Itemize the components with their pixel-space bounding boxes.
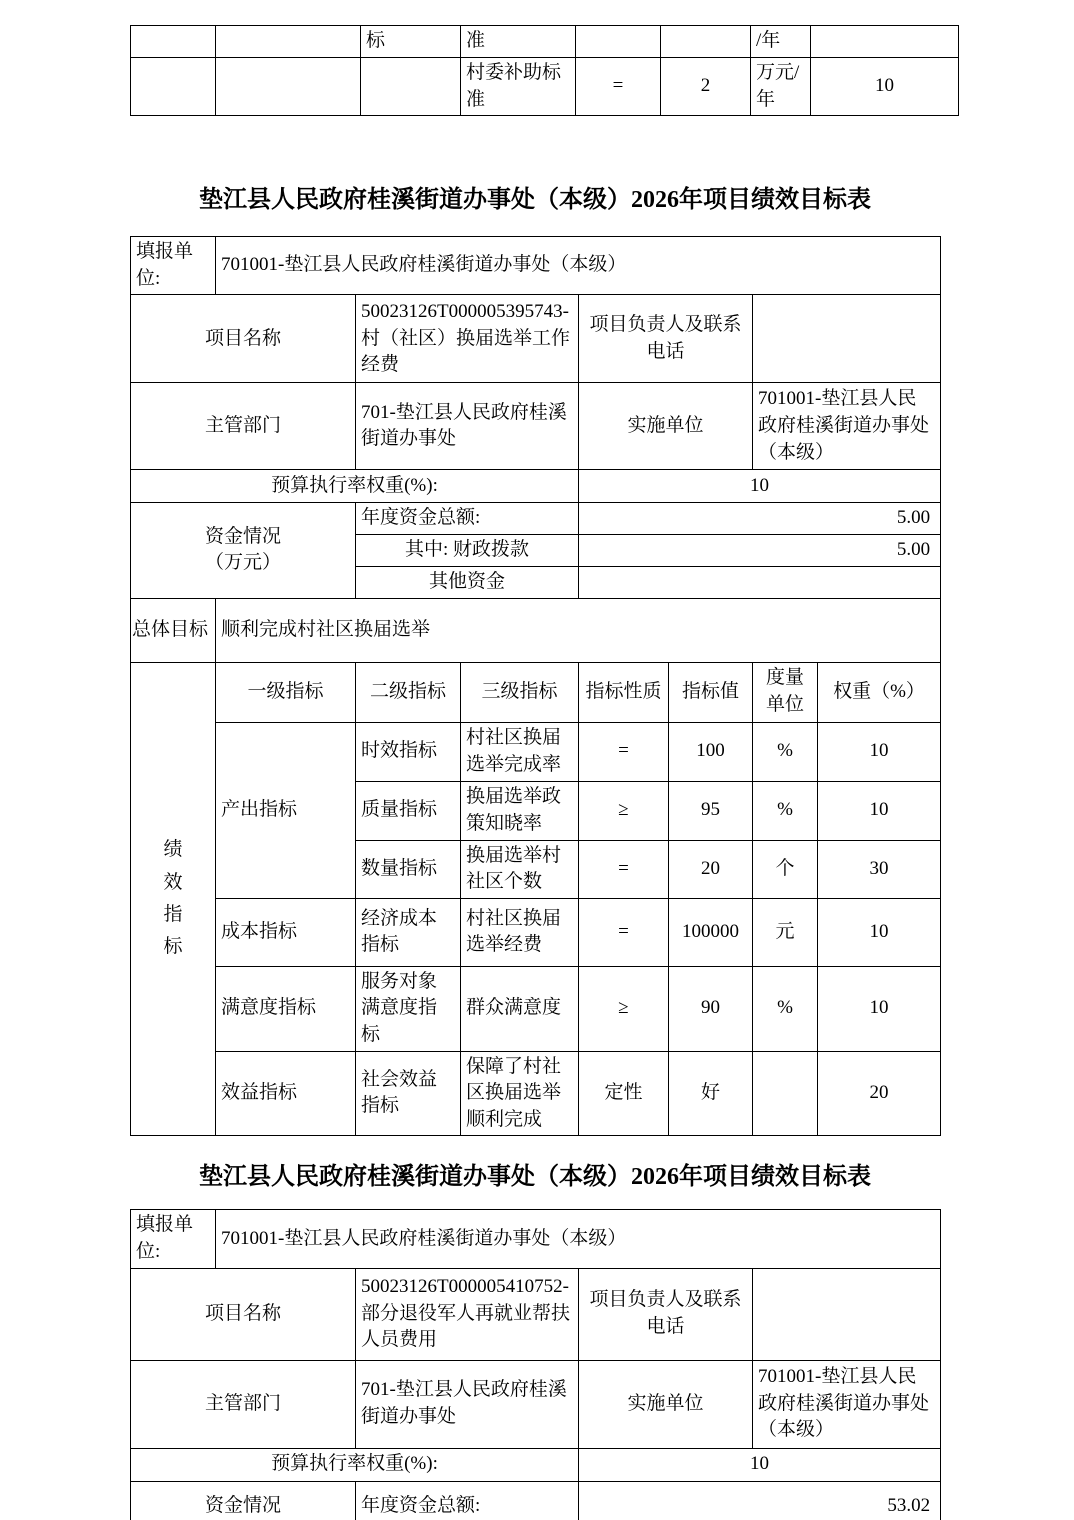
department-value: 701-垫江县人民政府桂溪街道办事处 xyxy=(356,1360,579,1448)
indicator-nature: ≥ xyxy=(579,966,669,1051)
empty-cell xyxy=(576,26,661,58)
department-value: 701-垫江县人民政府桂溪街道办事处 xyxy=(356,383,579,470)
header-unit: 度量单位 xyxy=(753,662,818,722)
indicator-value: 100 xyxy=(669,722,753,781)
indicator-unit: % xyxy=(753,781,818,840)
performance-indicator-label-text: 绩效指标 xyxy=(163,839,183,958)
funds-label: 资金情况 xyxy=(131,1481,356,1520)
indicator-value: 100000 xyxy=(669,898,753,966)
indicator-level2: 数量指标 xyxy=(356,840,461,898)
empty-cell xyxy=(216,26,361,58)
indicator-level3: 村社区换届选举完成率 xyxy=(461,722,579,781)
funds-total-value: 53.02 xyxy=(579,1481,941,1520)
indicator-level3: 群众满意度 xyxy=(461,966,579,1051)
indicator-weight: 10 xyxy=(818,722,941,781)
department-row xyxy=(131,383,941,470)
indicator-row xyxy=(131,966,941,1051)
funds-total-label: 年度资金总额: xyxy=(356,503,579,535)
funds-label-text: 资金情况（万元） xyxy=(204,525,281,574)
fragment-unit-continued: /年 xyxy=(751,26,811,58)
project-name-row xyxy=(131,1268,941,1360)
indicator-level2: 质量指标 xyxy=(356,781,461,840)
header-level3: 三级指标 xyxy=(461,662,579,722)
indicator-level1: 效益指标 xyxy=(216,1051,356,1136)
indicator-nature: = xyxy=(579,898,669,966)
performance-indicator-label xyxy=(131,662,216,1136)
indicator-level1: 产出指标 xyxy=(216,722,356,898)
indicator-level3: 换届选举村社区个数 xyxy=(461,840,579,898)
empty-cell xyxy=(131,58,216,116)
project-name-row xyxy=(131,295,941,383)
fragment-indicator-nature: = xyxy=(576,58,661,116)
project-leader-label: 项目负责人及联系电话 xyxy=(579,1268,753,1360)
indicator-weight: 10 xyxy=(818,781,941,840)
department-label: 主管部门 xyxy=(131,1360,356,1448)
fragment-row xyxy=(131,26,959,58)
fragment-level3-continued: 准 xyxy=(461,26,576,58)
performance-table-2 xyxy=(130,1209,941,1520)
indicator-value: 好 xyxy=(669,1051,753,1136)
implement-unit-label: 实施单位 xyxy=(579,383,753,470)
indicator-level1: 成本指标 xyxy=(216,898,356,966)
overall-goal-value: 顺利完成村社区换届选举 xyxy=(216,598,941,662)
header-nature: 指标性质 xyxy=(579,662,669,722)
indicator-weight: 20 xyxy=(818,1051,941,1136)
indicator-level3: 保障了村社区换届选举顺利完成 xyxy=(461,1051,579,1136)
indicator-row xyxy=(131,1051,941,1136)
indicator-level3: 村社区换届选举经费 xyxy=(461,898,579,966)
empty-cell xyxy=(361,58,461,116)
performance-table-title-1: 垫江县人民政府桂溪街道办事处（本级）2026年项目绩效目标表 xyxy=(199,187,871,214)
project-leader-value xyxy=(753,295,941,383)
indicator-unit xyxy=(753,1051,818,1136)
indicator-nature: ≥ xyxy=(579,781,669,840)
indicator-value: 90 xyxy=(669,966,753,1051)
project-name-label: 项目名称 xyxy=(131,1268,356,1360)
indicator-row xyxy=(131,722,941,781)
performance-table-title-2: 垫江县人民政府桂溪街道办事处（本级）2026年项目绩效目标表 xyxy=(199,1164,871,1191)
performance-table-1 xyxy=(130,236,941,1136)
indicator-level1: 满意度指标 xyxy=(216,966,356,1051)
empty-cell xyxy=(216,58,361,116)
empty-cell xyxy=(811,26,959,58)
indicator-weight: 30 xyxy=(818,840,941,898)
indicator-unit: 元 xyxy=(753,898,818,966)
funds-total-label: 年度资金总额: xyxy=(356,1481,579,1520)
implement-unit-value: 701001-垫江县人民政府桂溪街道办事处（本级） xyxy=(753,1360,941,1448)
fragment-indicator-weight: 10 xyxy=(811,58,959,116)
budget-weight-row xyxy=(131,1448,941,1481)
funds-other-value xyxy=(579,566,941,598)
indicator-nature: = xyxy=(579,840,669,898)
project-name-value: 50023126T000005410752-部分退役军人再就业帮扶人员费用 xyxy=(356,1268,579,1360)
report-unit-row xyxy=(131,1210,941,1268)
funds-row xyxy=(131,503,941,535)
funds-label xyxy=(131,503,356,598)
funds-fiscal-value: 5.00 xyxy=(579,534,941,566)
fragment-level2-continued: 标 xyxy=(361,26,461,58)
fragment-indicator-value: 2 xyxy=(661,58,751,116)
indicator-level2: 时效指标 xyxy=(356,722,461,781)
fragment-row xyxy=(131,58,959,116)
fragment-indicator-level3: 村委补助标准 xyxy=(461,58,576,116)
budget-weight-row xyxy=(131,470,941,503)
report-unit-label: 填报单位: xyxy=(131,237,216,295)
report-unit-value: 701001-垫江县人民政府桂溪街道办事处（本级） xyxy=(216,1210,941,1268)
department-label: 主管部门 xyxy=(131,383,356,470)
indicator-row xyxy=(131,898,941,966)
indicator-level3: 换届选举政策知晓率 xyxy=(461,781,579,840)
funds-row xyxy=(131,1481,941,1520)
indicator-nature: = xyxy=(579,722,669,781)
empty-cell xyxy=(661,26,751,58)
project-name-label: 项目名称 xyxy=(131,295,356,383)
budget-weight-label: 预算执行率权重(%): xyxy=(131,1448,579,1481)
indicator-value: 20 xyxy=(669,840,753,898)
budget-weight-label: 预算执行率权重(%): xyxy=(131,470,579,503)
report-unit-value: 701001-垫江县人民政府桂溪街道办事处（本级） xyxy=(216,237,941,295)
indicator-nature: 定性 xyxy=(579,1051,669,1136)
budget-weight-value: 10 xyxy=(579,1448,941,1481)
funds-fiscal-label: 其中: 财政拨款 xyxy=(356,534,579,566)
indicator-level2: 服务对象满意度指标 xyxy=(356,966,461,1051)
budget-weight-value: 10 xyxy=(579,470,941,503)
funds-other-label: 其他资金 xyxy=(356,566,579,598)
report-unit-row xyxy=(131,237,941,295)
indicator-header-row xyxy=(131,662,941,722)
overall-goal-label: 总体目标 xyxy=(131,598,216,662)
header-weight: 权重（%） xyxy=(818,662,941,722)
indicator-level2: 社会效益指标 xyxy=(356,1051,461,1136)
project-name-value: 50023126T000005395743-村（社区）换届选举工作经费 xyxy=(356,295,579,383)
indicator-weight: 10 xyxy=(818,966,941,1051)
previous-page-table-fragment xyxy=(130,25,959,116)
indicator-level2: 经济成本指标 xyxy=(356,898,461,966)
department-row xyxy=(131,1360,941,1448)
overall-goal-row xyxy=(131,598,941,662)
header-level2: 二级指标 xyxy=(356,662,461,722)
fragment-indicator-unit: 万元/年 xyxy=(751,58,811,116)
project-leader-value xyxy=(753,1268,941,1360)
indicator-unit: % xyxy=(753,966,818,1051)
report-unit-label: 填报单位: xyxy=(131,1210,216,1268)
header-value: 指标值 xyxy=(669,662,753,722)
indicator-unit: 个 xyxy=(753,840,818,898)
implement-unit-value: 701001-垫江县人民政府桂溪街道办事处（本级） xyxy=(753,383,941,470)
indicator-value: 95 xyxy=(669,781,753,840)
empty-cell xyxy=(131,26,216,58)
project-leader-label: 项目负责人及联系电话 xyxy=(579,295,753,383)
implement-unit-label: 实施单位 xyxy=(579,1360,753,1448)
funds-total-value: 5.00 xyxy=(579,503,941,535)
indicator-weight: 10 xyxy=(818,898,941,966)
indicator-unit: % xyxy=(753,722,818,781)
header-level1: 一级指标 xyxy=(216,662,356,722)
